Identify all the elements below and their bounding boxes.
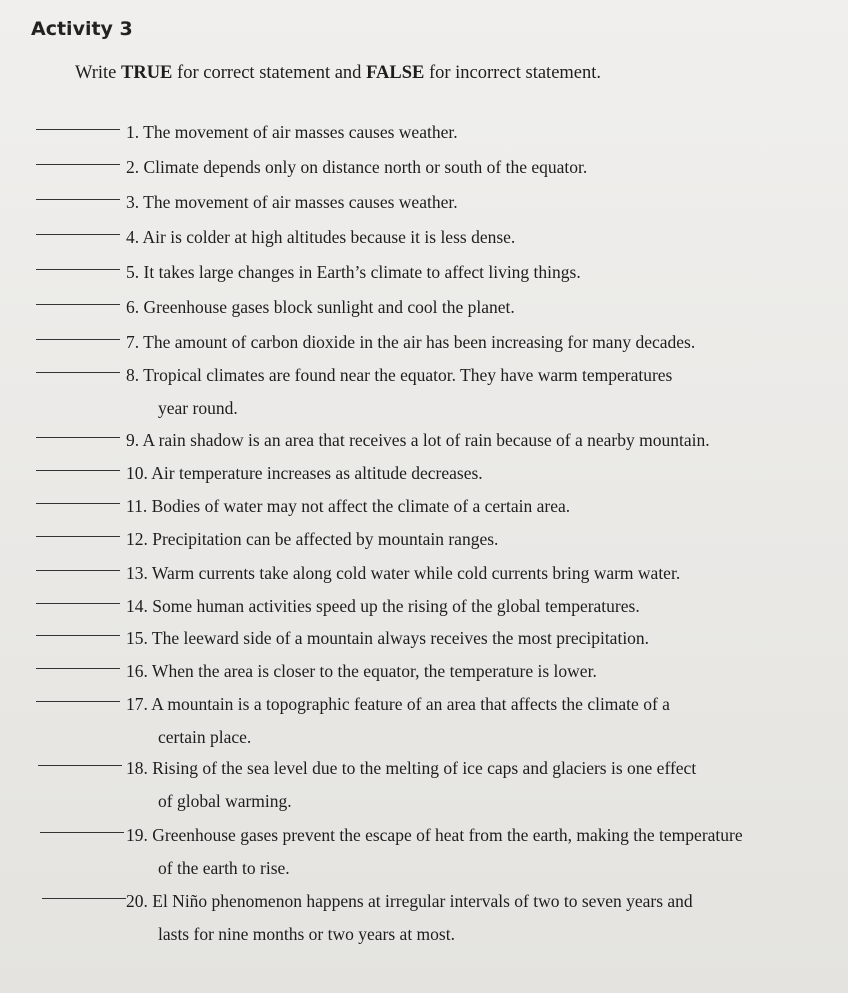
answer-blank[interactable] — [36, 470, 120, 471]
answer-blank[interactable] — [36, 635, 120, 636]
statement-continuation: of global warming. — [158, 791, 292, 811]
answer-blank[interactable] — [36, 603, 120, 604]
answer-blank[interactable] — [36, 503, 120, 504]
statement-text: 7. The amount of carbon dioxide in the air has been increasing for many decades. — [126, 332, 696, 352]
statement-text: 3. The movement of air masses causes weather. — [126, 192, 458, 212]
answer-blank[interactable] — [36, 129, 120, 130]
statement-continuation: of the earth to rise. — [158, 858, 290, 878]
instruction-after: for incorrect statement. — [424, 63, 602, 83]
instruction-text — [75, 63, 601, 84]
answer-blank[interactable] — [38, 765, 122, 766]
answer-blank[interactable] — [42, 898, 126, 899]
answer-blank[interactable] — [36, 339, 120, 340]
statement-text: 16. When the area is closer to the equator, the temperature is lower. — [126, 661, 597, 681]
statement-text: 20. El Niño phenomenon happens at irregular intervals of two to seven years and — [126, 891, 693, 911]
statement-text: 18. Rising of the sea level due to the melting of ice caps and glaciers is one effect — [126, 758, 697, 778]
answer-blank[interactable] — [36, 570, 120, 571]
answer-blank[interactable] — [36, 164, 120, 165]
instruction-before: Write — [75, 63, 121, 83]
statement-text: 15. The leeward side of a mountain always receives the most precipitation. — [126, 628, 650, 648]
answer-blank[interactable] — [36, 234, 120, 235]
statement-text: 1. The movement of air masses causes weather. — [126, 122, 458, 142]
statement-text: 19. Greenhouse gases prevent the escape of heat from the earth, making the temperature — [126, 825, 743, 845]
statement-text: 4. Air is colder at high altitudes because it is less dense. — [126, 227, 516, 247]
answer-blank[interactable] — [36, 668, 120, 669]
instruction-false-word: FALSE — [366, 63, 425, 83]
statement-text: 6. Greenhouse gases block sunlight and cool the planet. — [126, 297, 515, 317]
statement-text: 14. Some human activities speed up the rising of the global temperatures. — [126, 596, 640, 616]
statement-continuation: certain place. — [158, 727, 252, 747]
answer-blank[interactable] — [36, 269, 120, 270]
statement-text: 10. Air temperature increases as altitude decreases. — [126, 463, 483, 483]
answer-blank[interactable] — [36, 701, 120, 702]
statement-text: 2. Climate depends only on distance north or south of the equator. — [126, 157, 588, 177]
statement-text: 11. Bodies of water may not affect the climate of a certain area. — [126, 496, 571, 516]
answer-blank[interactable] — [36, 372, 120, 373]
instruction-middle: for correct statement and — [172, 63, 367, 83]
answer-blank[interactable] — [36, 199, 120, 200]
answer-blank[interactable] — [36, 536, 120, 537]
statement-text: 17. A mountain is a topographic feature of an area that affects the climate of a — [126, 694, 670, 714]
statement-text: 13. Warm currents take along cold water while cold currents bring warm water. — [126, 563, 681, 583]
activity-heading: Activity 3 — [31, 18, 133, 40]
statement-text: 8. Tropical climates are found near the equator. They have warm temperatures — [126, 365, 673, 385]
statement-continuation: year round. — [158, 398, 238, 418]
statement-continuation: lasts for nine months or two years at most. — [158, 924, 455, 944]
instruction-true-word: TRUE — [121, 63, 173, 83]
statement-text: 5. It takes large changes in Earth’s climate to affect living things. — [126, 262, 581, 282]
statement-text: 9. A rain shadow is an area that receives a lot of rain because of a nearby mountain. — [126, 430, 710, 450]
answer-blank[interactable] — [36, 437, 120, 438]
statement-text: 12. Precipitation can be affected by mountain ranges. — [126, 529, 499, 549]
answer-blank[interactable] — [40, 832, 124, 833]
answer-blank[interactable] — [36, 304, 120, 305]
